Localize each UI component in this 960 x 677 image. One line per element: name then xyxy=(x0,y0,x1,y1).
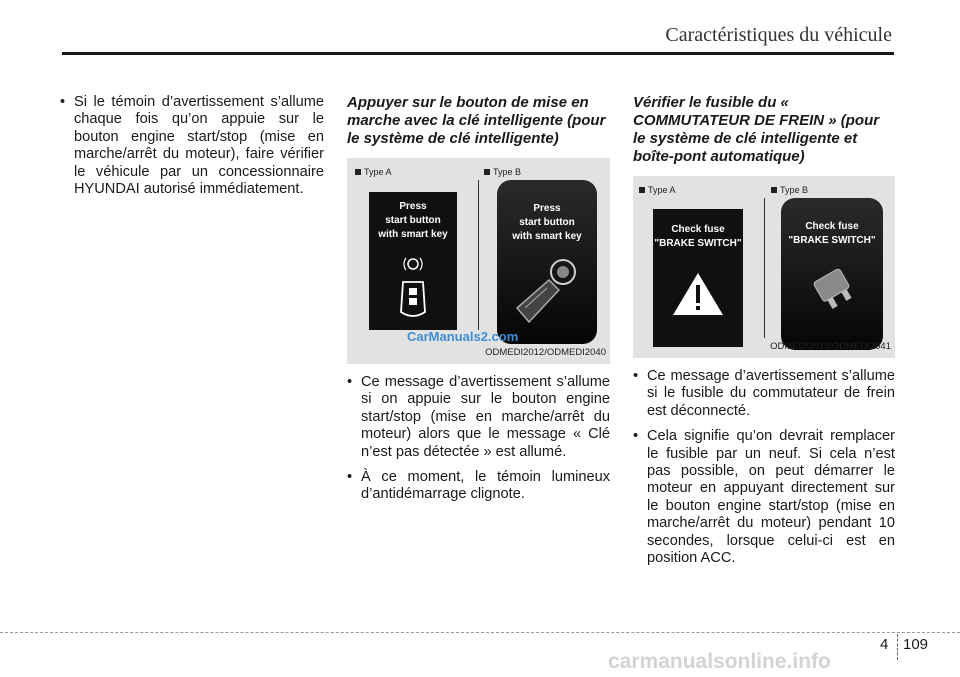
bullet-item: • Si le témoin d’avertissement s’allume chaque fois qu’on appuie sur le bouton engine start/stop (mise en marche/arrêt du moteur), faire vérifier le véhicule par un concessionnaire HYUNDAI autorisé immédiatement. xyxy=(60,94,324,198)
square-icon xyxy=(639,187,645,193)
figure-caption: ODMEDI2013/ODMEDI2041 xyxy=(770,340,891,352)
header-rule xyxy=(62,52,894,55)
smart-key-icon xyxy=(369,250,457,330)
figure-smart-key xyxy=(347,158,610,364)
warning-triangle-icon xyxy=(653,269,743,329)
screen-message: Press start button with smart key xyxy=(512,203,582,242)
square-icon xyxy=(355,169,361,175)
section-title: Appuyer sur le bouton de mise en marche avec la clé intelligente (pour le système de clé intelligente) xyxy=(347,94,606,147)
bullet-item: • Ce message d’avertissement s’allume si le fusible du commutateur de frein est déconnecté. xyxy=(633,368,895,420)
smart-key-press-icon xyxy=(497,250,597,340)
figure-brake-fuse xyxy=(633,176,895,358)
type-a-label: Type A xyxy=(355,164,392,181)
screen-message: Press start button with smart key xyxy=(378,201,448,240)
screen-type-a xyxy=(369,192,457,330)
screen-message: Check fuse "BRAKE SWITCH" xyxy=(654,224,742,249)
chapter-number: 4 xyxy=(880,636,889,653)
column-1 xyxy=(60,94,324,206)
footer-rule xyxy=(0,632,960,633)
square-icon xyxy=(771,187,777,193)
square-icon xyxy=(484,169,490,175)
bullet-item: • Cela signifie qu’on devrait remplacer le fusible par un neuf. Si cela n’est pas possible, on peut démarrer le moteur en appuyant directement sur le bouton engine start/stop (mise en marche/arrêt du moteur) pendant 10 secondes, lorsque celui-ci est en position ACC. xyxy=(633,428,895,567)
screen-type-b xyxy=(781,198,883,350)
bullet-item: • Ce message d’avertissement s’allume si on appuie sur le bouton engine start/stop (mise en marche/arrêt du moteur) alors que le message « Clé n’est pas détectée » est allumé. xyxy=(347,374,610,461)
page-number: 109 xyxy=(903,636,929,653)
column-2 xyxy=(347,94,610,512)
type-b-label: Type B xyxy=(771,182,808,199)
figure-divider xyxy=(478,180,479,330)
page-separator xyxy=(897,634,898,660)
watermark-text: CarManuals2.com xyxy=(407,329,519,344)
watermark-text: carmanualsonline.info xyxy=(608,650,831,673)
column-3 xyxy=(633,94,895,575)
page-header-title: Caractéristiques du véhicule xyxy=(665,24,892,46)
figure-caption: ODMEDI2012/ODMEDI2040 xyxy=(485,346,606,358)
fuse-icon xyxy=(781,260,883,320)
figure-divider xyxy=(764,198,765,338)
type-b-label: Type B xyxy=(484,164,521,181)
screen-type-b xyxy=(497,180,597,344)
screen-message: Check fuse "BRAKE SWITCH" xyxy=(788,221,876,246)
bullet-item: • À ce moment, le témoin lumineux d’antidémarrage clignote. xyxy=(347,469,610,504)
type-a-label: Type A xyxy=(639,182,676,199)
screen-type-a xyxy=(653,209,743,347)
section-title: Vérifier le fusible du « COMMUTATEUR DE FREIN » (pour le système de clé intelligente et boîte-pont automatique) xyxy=(633,94,880,165)
